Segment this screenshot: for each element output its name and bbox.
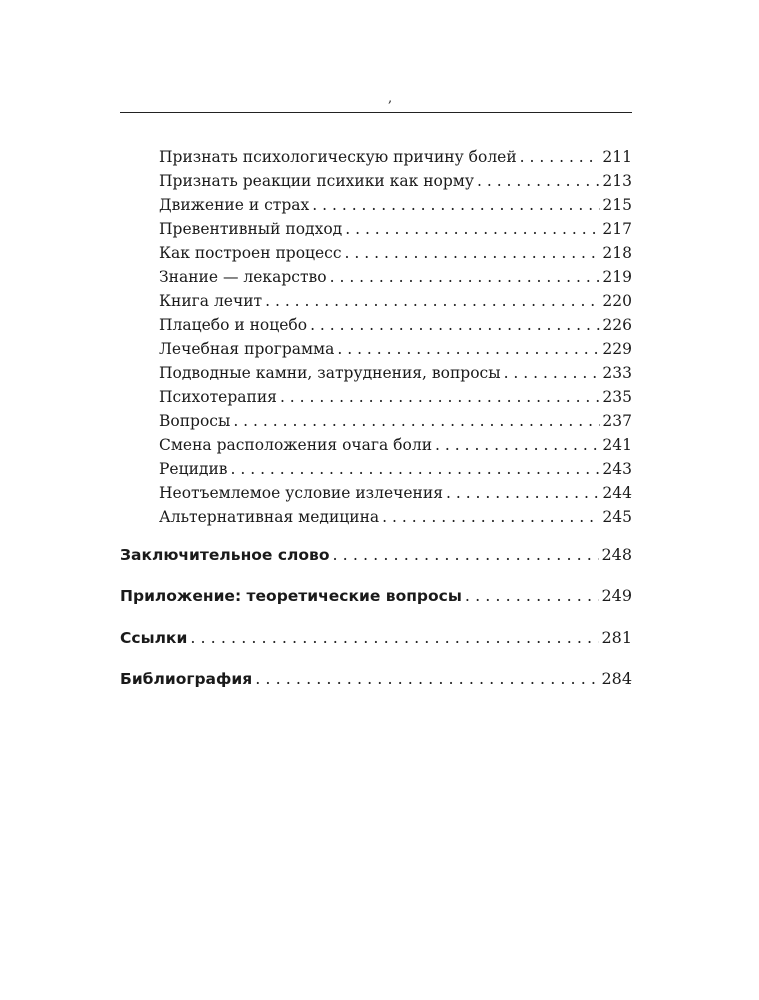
toc-chapter-page: 249 — [601, 586, 632, 605]
toc-entry[interactable] — [159, 243, 632, 263]
dot-leader — [435, 435, 600, 455]
toc-entry-title: Альтернативная медицина — [159, 508, 380, 526]
toc-entry[interactable] — [159, 315, 632, 335]
toc-chapter-page: 281 — [601, 628, 632, 647]
dot-leader — [255, 668, 599, 690]
toc-entry[interactable] — [159, 339, 632, 359]
toc-entry-title: Вопросы — [159, 412, 231, 430]
toc-chapter-entry[interactable] — [120, 668, 632, 690]
toc-entry[interactable] — [159, 411, 632, 431]
toc-entry-page: 213 — [602, 172, 632, 190]
dot-leader — [504, 363, 601, 383]
dot-leader — [382, 507, 600, 527]
toc-chapter-title: Заключительное слово — [120, 546, 330, 564]
toc-chapter-entry[interactable] — [120, 544, 632, 566]
toc-entry-title: Превентивный подход — [159, 220, 343, 238]
toc-entry-title: Смена расположения очага боли — [159, 436, 433, 454]
dot-leader — [345, 243, 601, 263]
toc-entry[interactable] — [159, 363, 632, 383]
dot-leader — [330, 267, 601, 287]
running-header-mark: , — [388, 91, 393, 106]
toc-entry-title: Признать психологическую причину болей — [159, 148, 517, 166]
dot-leader — [280, 387, 600, 407]
toc-entry-page: 237 — [602, 412, 632, 430]
toc-entry[interactable] — [159, 507, 632, 527]
toc-entry-page: 244 — [602, 484, 632, 502]
toc-entry-title: Психотерапия — [159, 388, 277, 406]
toc-chapter-entry[interactable] — [120, 585, 632, 607]
dot-leader — [446, 483, 600, 503]
toc-entry-title: Подводные камни, затруднения, вопросы — [159, 364, 501, 382]
toc-entry-page: 215 — [602, 196, 632, 214]
toc-entry-page: 218 — [602, 244, 632, 262]
toc-entry[interactable] — [159, 195, 632, 215]
toc-entry-title: Знание — лекарство — [159, 268, 327, 286]
toc-entry-page: 233 — [602, 364, 632, 382]
toc-entry[interactable] — [159, 291, 632, 311]
toc-entry-page: 229 — [602, 340, 632, 358]
dot-leader — [337, 339, 600, 359]
toc-entry-title: Книга лечит — [159, 292, 263, 310]
toc-entry[interactable] — [159, 171, 632, 191]
toc-entry-page: 217 — [602, 220, 632, 238]
toc-entry-page: 220 — [602, 292, 632, 310]
dot-leader — [465, 585, 600, 607]
toc-entry[interactable] — [159, 459, 632, 479]
toc-entry-title: Рецидив — [159, 460, 228, 478]
toc-entry-page: 226 — [602, 316, 632, 334]
dot-leader — [190, 627, 599, 649]
toc-entry-page: 235 — [602, 388, 632, 406]
dot-leader — [310, 315, 600, 335]
dot-leader — [265, 291, 600, 311]
toc-entry-page: 219 — [602, 268, 632, 286]
dot-leader — [345, 219, 600, 239]
toc-chapter-title: Библиография — [120, 670, 253, 688]
dot-leader — [520, 147, 601, 167]
toc-entry-title: Неотъемлемое условие излечения — [159, 484, 443, 502]
toc-entry-page: 243 — [602, 460, 632, 478]
toc-chapter-page: 248 — [601, 545, 632, 564]
toc-entry-title: Плацебо и ноцебо — [159, 316, 308, 334]
toc-entry-page: 245 — [602, 508, 632, 526]
dot-leader — [231, 459, 601, 479]
toc-entry[interactable] — [159, 483, 632, 503]
toc-entry[interactable] — [159, 267, 632, 287]
dot-leader — [312, 195, 600, 215]
toc-entry[interactable] — [159, 387, 632, 407]
toc-chapter-title: Приложение: теоретические вопросы — [120, 587, 462, 605]
toc-entry[interactable] — [159, 435, 632, 455]
toc-entry-title: Как построен процесс — [159, 244, 342, 262]
toc-chapter-page: 284 — [601, 669, 632, 688]
toc-chapter-title: Ссылки — [120, 629, 188, 647]
toc-entry[interactable] — [159, 219, 632, 239]
toc-entry-page: 211 — [602, 148, 632, 166]
dot-leader — [233, 411, 600, 431]
toc-entry-title: Движение и страх — [159, 196, 310, 214]
toc-entry-title: Признать реакции психики как норму — [159, 172, 474, 190]
dot-leader — [477, 171, 600, 191]
toc-entry[interactable] — [159, 147, 632, 167]
toc-entry-page: 241 — [602, 436, 632, 454]
toc-entry-title: Лечебная программа — [159, 340, 335, 358]
dot-leader — [332, 544, 599, 566]
toc-chapter-entry[interactable] — [120, 627, 632, 649]
